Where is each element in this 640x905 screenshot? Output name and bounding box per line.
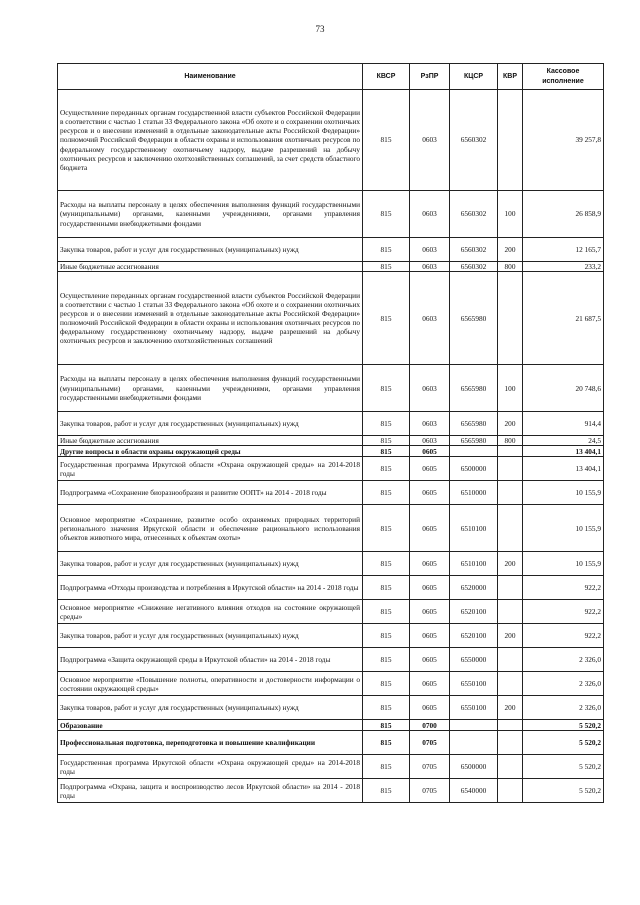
table-row	[58, 481, 604, 505]
header-name: Наименование	[58, 64, 363, 90]
cell-amount: 39 257,8	[523, 90, 604, 191]
cell-kvsr: 815	[363, 600, 410, 624]
cell-name: Основное мероприятие «Сохранение, развитие особо охраняемых природных территорий регионального значения Иркутской области и обеспечение рационального использования объектов животного мира, отнесенных к объектам охоты»	[58, 505, 363, 552]
cell-rzpr: 0705	[410, 779, 450, 803]
cell-kvr	[498, 457, 523, 481]
cell-kvr: 200	[498, 238, 523, 262]
cell-kvsr: 815	[363, 238, 410, 262]
cell-rzpr: 0605	[410, 552, 450, 576]
header-kvr: КВР	[498, 64, 523, 90]
cell-kvr: 800	[498, 436, 523, 446]
table-row	[58, 505, 604, 552]
cell-kcsr: 6565980	[450, 272, 498, 365]
cell-name: Профессиональная подготовка, переподготовка и повышение квалификации	[58, 731, 363, 755]
cell-amount: 922,2	[523, 576, 604, 600]
cell-kvr: 100	[498, 365, 523, 412]
cell-amount: 2 326,0	[523, 696, 604, 720]
cell-name: Закупка товаров, работ и услуг для государственных (муниципальных) нужд	[58, 552, 363, 576]
cell-kvsr: 815	[363, 436, 410, 446]
budget-execution-table	[57, 63, 604, 803]
cell-name: Закупка товаров, работ и услуг для государственных (муниципальных) нужд	[58, 412, 363, 436]
header-kcsr: КЦСР	[450, 64, 498, 90]
cell-amount: 5 520,2	[523, 779, 604, 803]
cell-rzpr: 0605	[410, 481, 450, 505]
cell-kvsr: 815	[363, 648, 410, 672]
cell-kcsr: 6550000	[450, 648, 498, 672]
cell-amount: 24,5	[523, 436, 604, 446]
cell-kvr	[498, 90, 523, 191]
cell-kcsr: 6510100	[450, 505, 498, 552]
cell-kvsr: 815	[363, 720, 410, 731]
cell-amount: 5 520,2	[523, 720, 604, 731]
cell-kcsr: 6560302	[450, 90, 498, 191]
cell-rzpr: 0603	[410, 365, 450, 412]
cell-amount: 5 520,2	[523, 731, 604, 755]
cell-name: Государственная программа Иркутской области «Охрана окружающей среды» на 2014-2018 годы	[58, 457, 363, 481]
cell-kcsr	[450, 720, 498, 731]
cell-kcsr: 6560302	[450, 191, 498, 238]
table-row	[58, 272, 604, 365]
cell-rzpr: 0605	[410, 624, 450, 648]
cell-kcsr: 6540000	[450, 779, 498, 803]
cell-rzpr: 0605	[410, 648, 450, 672]
cell-name: Расходы на выплаты персоналу в целях обеспечения выполнения функций государственными (муниципальными) органами, казенными учреждениями, органами управления государственными внебюджетными фондами	[58, 191, 363, 238]
cell-kcsr: 6550100	[450, 672, 498, 696]
cell-kvsr: 815	[363, 505, 410, 552]
cell-amount: 922,2	[523, 600, 604, 624]
cell-rzpr: 0603	[410, 238, 450, 262]
cell-kcsr: 6520000	[450, 576, 498, 600]
cell-kcsr: 6510100	[450, 552, 498, 576]
cell-rzpr: 0605	[410, 576, 450, 600]
cell-amount: 20 748,6	[523, 365, 604, 412]
cell-kvsr: 815	[363, 552, 410, 576]
table-row	[58, 600, 604, 624]
cell-kvsr: 815	[363, 779, 410, 803]
table-row	[58, 191, 604, 238]
cell-kcsr: 6550100	[450, 696, 498, 720]
table-row	[58, 365, 604, 412]
cell-kvr	[498, 272, 523, 365]
cell-kvr	[498, 720, 523, 731]
table-row	[58, 755, 604, 779]
cell-amount: 13 404,1	[523, 457, 604, 481]
cell-kcsr: 6510000	[450, 481, 498, 505]
cell-rzpr: 0705	[410, 731, 450, 755]
table-row	[58, 436, 604, 446]
cell-amount: 914,4	[523, 412, 604, 436]
cell-kvsr: 815	[363, 696, 410, 720]
cell-name: Иные бюджетные ассигнования	[58, 436, 363, 446]
cell-name: Подпрограмма «Охрана, защита и воспроизводство лесов Иркутской области» на 2014 - 2018 годы	[58, 779, 363, 803]
table-row	[58, 696, 604, 720]
cell-rzpr: 0603	[410, 191, 450, 238]
cell-kvr	[498, 505, 523, 552]
cell-kcsr: 6500000	[450, 457, 498, 481]
cell-name: Основное мероприятие «Снижение негативного влияния отходов на состояние окружающей среды»	[58, 600, 363, 624]
cell-name: Иные бюджетные ассигнования	[58, 262, 363, 272]
cell-kcsr: 6520100	[450, 600, 498, 624]
header-kvsr: КВСР	[363, 64, 410, 90]
cell-kvr	[498, 648, 523, 672]
table-row	[58, 624, 604, 648]
cell-kvsr: 815	[363, 365, 410, 412]
cell-kvsr: 815	[363, 90, 410, 191]
cell-kvsr: 815	[363, 576, 410, 600]
cell-rzpr: 0605	[410, 446, 450, 457]
cell-rzpr: 0605	[410, 505, 450, 552]
cell-kvsr: 815	[363, 412, 410, 436]
table-row	[58, 90, 604, 191]
cell-amount: 233,2	[523, 262, 604, 272]
cell-kcsr: 6520100	[450, 624, 498, 648]
cell-kcsr	[450, 731, 498, 755]
cell-name: Подпрограмма «Защита окружающей среды в Иркутской области» на 2014 - 2018 годы	[58, 648, 363, 672]
cell-name: Другие вопросы в области охраны окружающей среды	[58, 446, 363, 457]
cell-name: Основное мероприятие «Повышение полноты, оперативности и достоверности информации о состоянии окружающей среды»	[58, 672, 363, 696]
cell-name: Подпрограмма «Сохранение биоразнообразия и развитие ООПТ» на 2014 - 2018 годы	[58, 481, 363, 505]
cell-amount: 26 858,9	[523, 191, 604, 238]
table-row	[58, 457, 604, 481]
cell-kvr: 200	[498, 552, 523, 576]
table-row	[58, 412, 604, 436]
cell-kcsr: 6565980	[450, 436, 498, 446]
cell-name: Государственная программа Иркутской области «Охрана окружающей среды» на 2014-2018 годы	[58, 755, 363, 779]
cell-name: Закупка товаров, работ и услуг для государственных (муниципальных) нужд	[58, 624, 363, 648]
cell-kcsr: 6560302	[450, 238, 498, 262]
table-row	[58, 731, 604, 755]
cell-rzpr: 0705	[410, 755, 450, 779]
cell-kvr	[498, 755, 523, 779]
table-row	[58, 779, 604, 803]
cell-amount: 21 687,5	[523, 272, 604, 365]
cell-rzpr: 0603	[410, 272, 450, 365]
cell-name: Подпрограмма «Отходы производства и потребления в Иркутской области» на 2014 - 2018 годы	[58, 576, 363, 600]
cell-kvsr: 815	[363, 672, 410, 696]
cell-rzpr: 0700	[410, 720, 450, 731]
cell-kvsr: 815	[363, 457, 410, 481]
cell-kcsr: 6565980	[450, 412, 498, 436]
cell-kvr: 200	[498, 696, 523, 720]
cell-kvsr: 815	[363, 731, 410, 755]
cell-amount: 2 326,0	[523, 672, 604, 696]
cell-kvr: 200	[498, 624, 523, 648]
cell-amount: 10 155,9	[523, 481, 604, 505]
header-amount: Кассовое исполнение	[523, 64, 604, 90]
cell-amount: 922,2	[523, 624, 604, 648]
cell-kvr: 100	[498, 191, 523, 238]
page-number: 73	[315, 24, 325, 34]
cell-kvr: 200	[498, 412, 523, 436]
cell-kvr	[498, 779, 523, 803]
cell-kvr	[498, 731, 523, 755]
cell-kcsr: 6565980	[450, 365, 498, 412]
cell-kvr	[498, 481, 523, 505]
cell-kcsr	[450, 446, 498, 457]
cell-kvr	[498, 672, 523, 696]
table-header-row	[58, 64, 604, 90]
cell-kvsr: 815	[363, 191, 410, 238]
cell-rzpr: 0605	[410, 457, 450, 481]
cell-amount: 13 404,1	[523, 446, 604, 457]
cell-name: Расходы на выплаты персоналу в целях обеспечения выполнения функций государственными (муниципальными) органами, казенными учреждениями, органами управления государственными внебюджетными фондами	[58, 365, 363, 412]
table-row	[58, 672, 604, 696]
table-row	[58, 262, 604, 272]
table-row	[58, 552, 604, 576]
table-row	[58, 576, 604, 600]
cell-name: Осуществление переданных органам государственной власти субъектов Российской Федерации в соответствии с частью 1 статьи 33 Федерального закона «Об охоте и о сохранении охотничьих ресурсов и о внесении изменений в отдельные законодательные акты Российской Федерации» полномочий Российской Федерации в области охраны и использования охотничьих ресурсов по федеральному государственному охотничьему надзору, выдаче разрешений на добычу охотничьих ресурсов и заключению охотхозяйственных соглашений, за счет средств областного бюджета	[58, 90, 363, 191]
cell-rzpr: 0603	[410, 436, 450, 446]
cell-name: Закупка товаров, работ и услуг для государственных (муниципальных) нужд	[58, 696, 363, 720]
cell-kcsr: 6500000	[450, 755, 498, 779]
cell-amount: 10 155,9	[523, 505, 604, 552]
cell-rzpr: 0605	[410, 696, 450, 720]
cell-kvr	[498, 446, 523, 457]
cell-amount: 5 520,2	[523, 755, 604, 779]
cell-name: Осуществление переданных органам государственной власти субъектов Российской Федерации в соответствии с частью 1 статьи 33 Федерального закона «Об охоте и о сохранении охотничьих ресурсов и о внесении изменений в отдельные законодательные акты Российской Федерации» полномочий Российской Федерации в области охраны и использования охотничьих ресурсов по федеральному государственному охотничьему надзору, выдаче разрешений на добычу охотничьих ресурсов и заключению охотхозяйственных соглашений	[58, 272, 363, 365]
cell-kvr	[498, 576, 523, 600]
cell-kvsr: 815	[363, 262, 410, 272]
cell-amount: 10 155,9	[523, 552, 604, 576]
table-row	[58, 648, 604, 672]
table-body	[58, 90, 604, 803]
table-row	[58, 238, 604, 262]
cell-rzpr: 0603	[410, 412, 450, 436]
table-row	[58, 446, 604, 457]
cell-name: Образование	[58, 720, 363, 731]
cell-kvsr: 815	[363, 624, 410, 648]
cell-amount: 2 326,0	[523, 648, 604, 672]
cell-kvsr: 815	[363, 481, 410, 505]
table-row	[58, 720, 604, 731]
cell-kvsr: 815	[363, 272, 410, 365]
cell-rzpr: 0605	[410, 600, 450, 624]
cell-kcsr: 6560302	[450, 262, 498, 272]
cell-kvr: 800	[498, 262, 523, 272]
cell-kvsr: 815	[363, 755, 410, 779]
cell-kvsr: 815	[363, 446, 410, 457]
cell-rzpr: 0603	[410, 262, 450, 272]
header-rzpr: РзПР	[410, 64, 450, 90]
cell-rzpr: 0605	[410, 672, 450, 696]
cell-kvr	[498, 600, 523, 624]
cell-rzpr: 0603	[410, 90, 450, 191]
cell-name: Закупка товаров, работ и услуг для государственных (муниципальных) нужд	[58, 238, 363, 262]
cell-amount: 12 165,7	[523, 238, 604, 262]
